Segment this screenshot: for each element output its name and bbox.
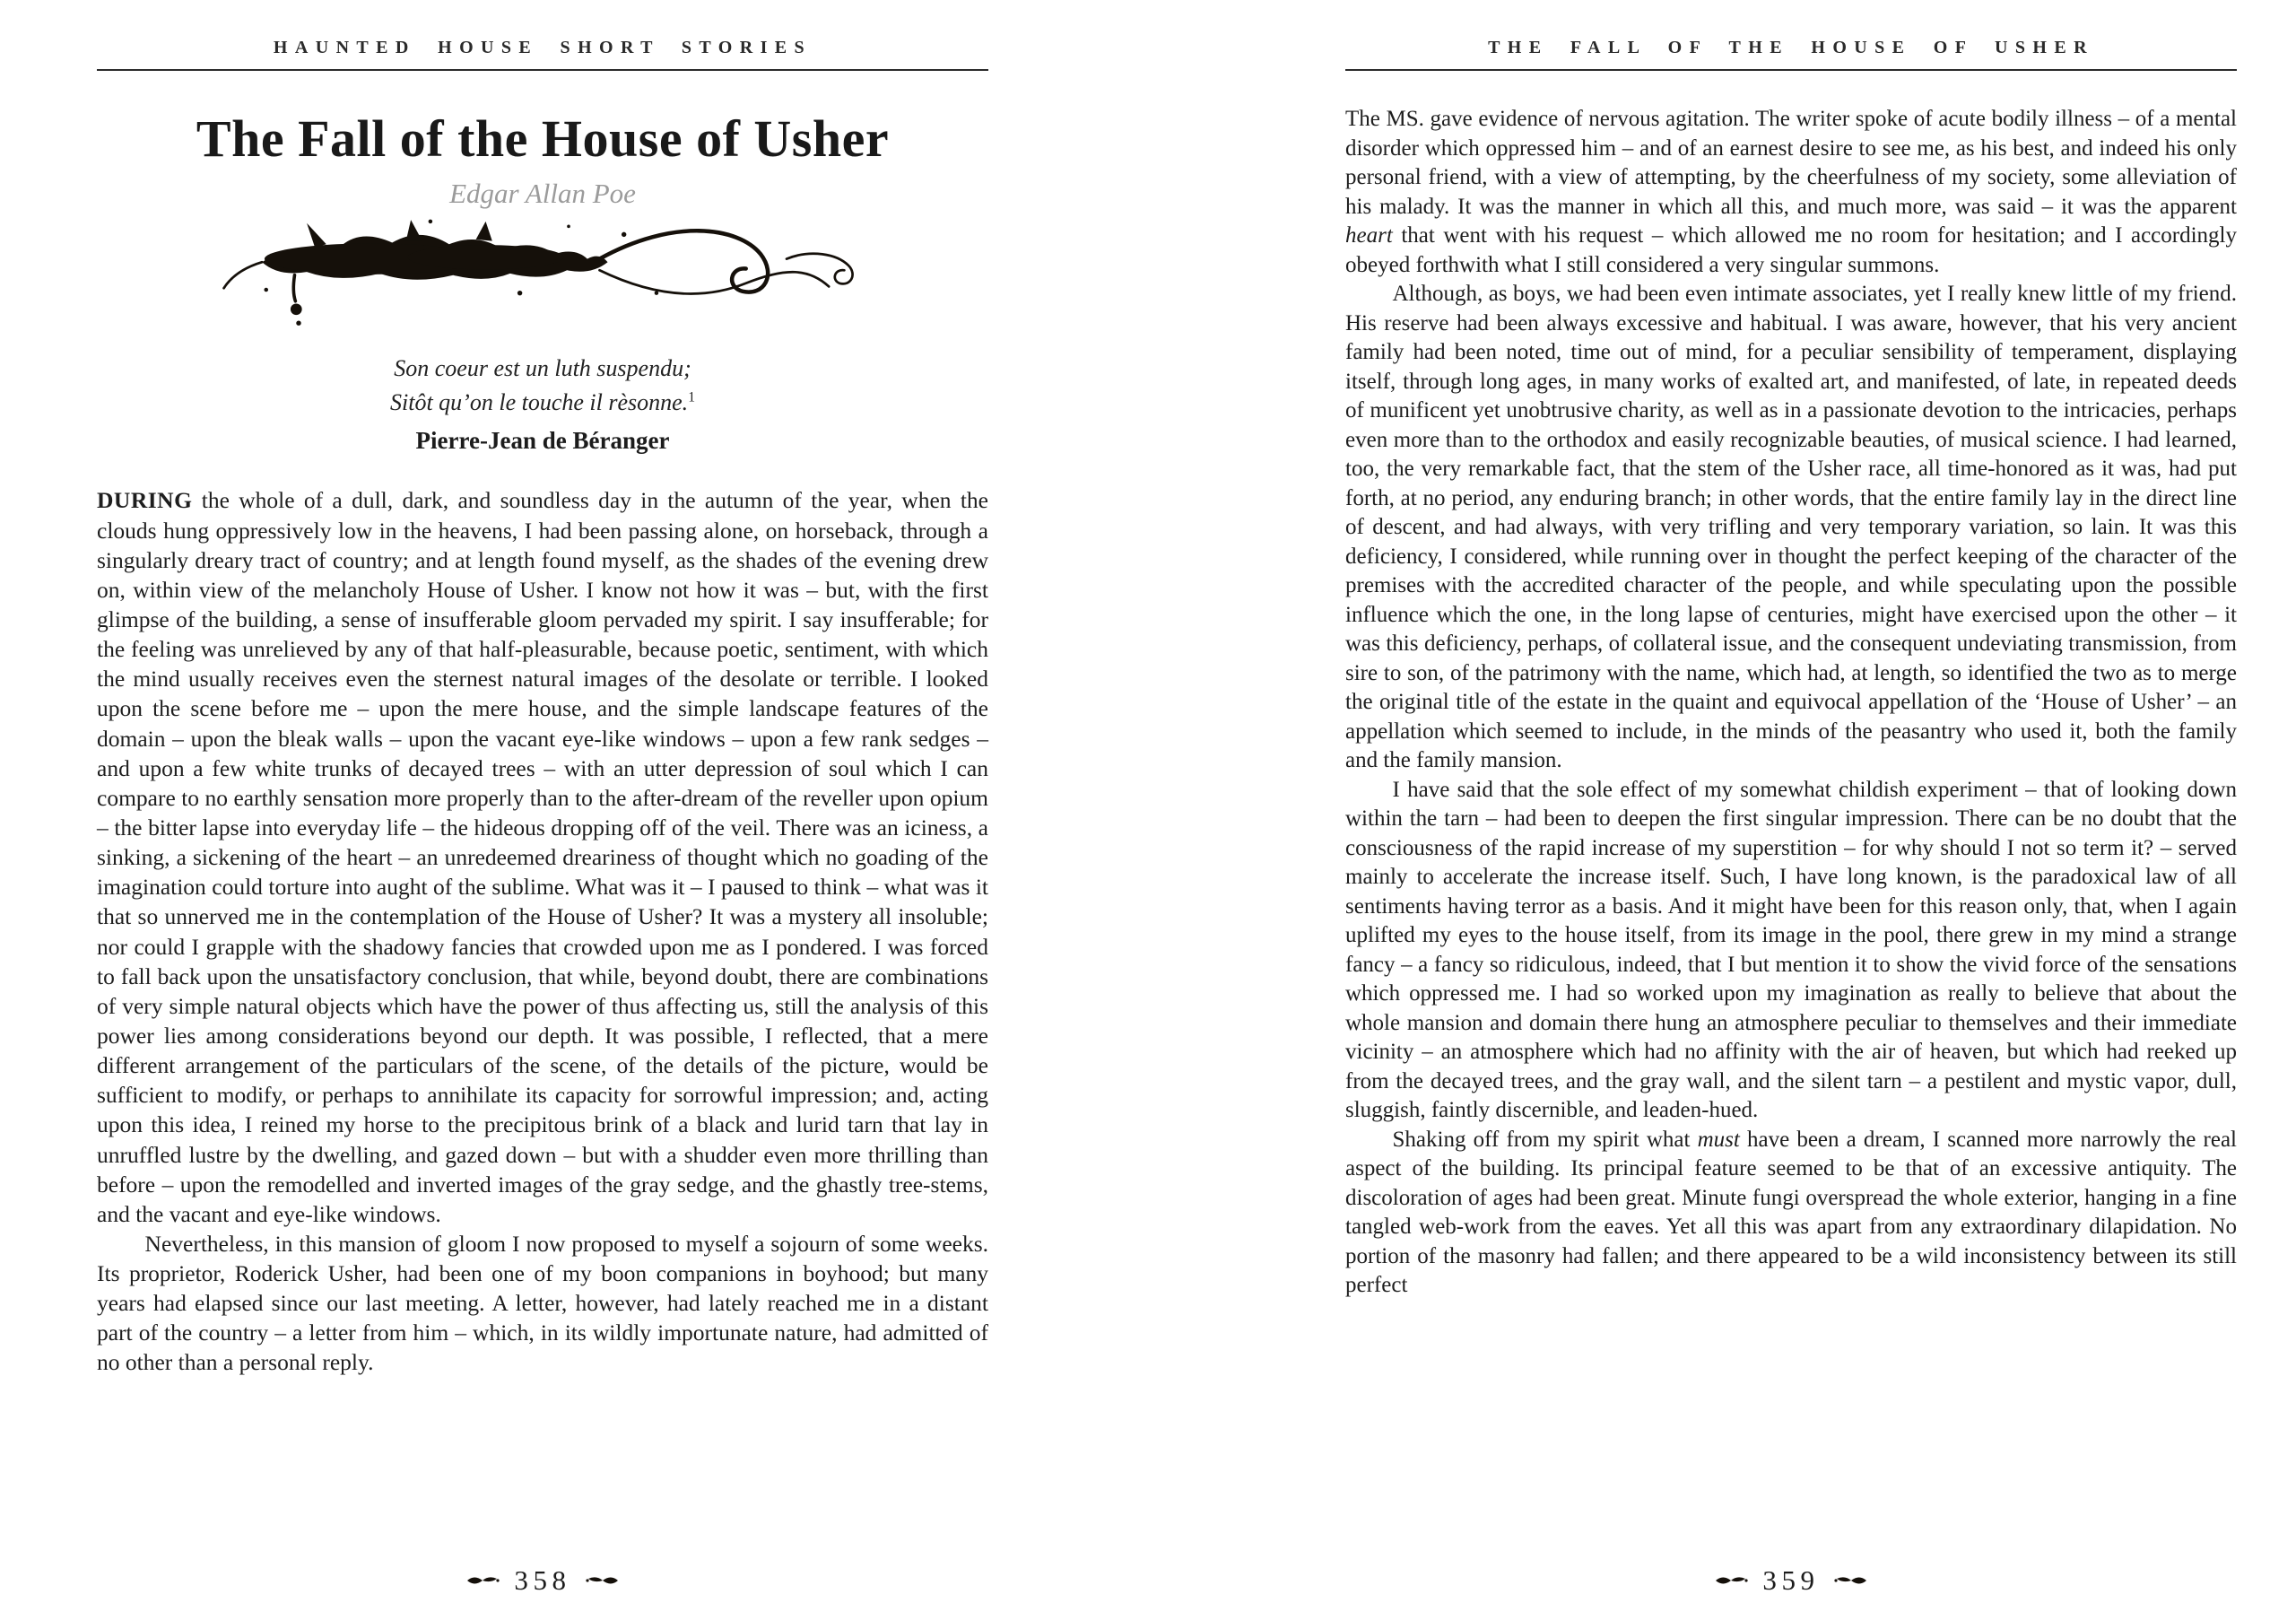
- running-head-right: THE FALL OF THE HOUSE OF USHER: [1488, 38, 2094, 57]
- page-ornament-icon: [465, 1572, 500, 1589]
- page-ornament-icon: [1834, 1572, 1868, 1589]
- author-name: Edgar Allan Poe: [449, 177, 636, 209]
- epigraph-attribution: Pierre-Jean de Béranger: [415, 427, 670, 455]
- head-rule: [1345, 69, 2237, 71]
- page-ornament-icon: [1714, 1572, 1748, 1589]
- page-footer: [1345, 1564, 2237, 1597]
- story-body-left: [97, 485, 988, 1377]
- epigraph: [97, 352, 988, 459]
- right-page: [1148, 0, 2296, 1620]
- page-ornament-icon: [586, 1572, 620, 1589]
- page-footer: [97, 1564, 988, 1597]
- footnote-marker: 1: [688, 388, 695, 405]
- page-number: 359: [1762, 1564, 1820, 1596]
- head-rule: [97, 69, 988, 71]
- paragraph: DURING the whole of a dull, dark, and soundless day in the autumn of the year, when the clouds hung oppressively low in the heavens, I had been passing alone, on horseback, through a singularly dreary tract of country; and at length found myself, as the shades of the evening drew on, within view of the melancholy House of Usher. I know not how it was – but, with the first glimpse of the building, a sense of insufferable gloom pervaded my spirit. I say insufferable; for the feeling was unrelieved by any of that half-pleasurable, because poetic, sentiment, with which the mind usually receives even the sternest natural images of the desolate or terrible. I looked upon the scene before me – upon the mere house, and the simple landscape features of the domain – upon the bleak walls – upon the vacant eye-like windows – upon a few rank sedges – and upon a few white trunks of decayed trees – with an utter depression of soul which I can compare to no earthly sensation more properly than to the after-dream of the reveller upon opium – the bitter lapse into everyday life – the hideous dropping off of the veil. There was an iciness, a sinking, a sickening of the heart – an unredeemed dreariness of thought which no goading of the imagination could torture into aught of the sublime. What was it – I paused to think – what was it that so unnerved me in the contemplation of the House of Usher? It was a mystery all insoluble; nor could I grapple with the shadowy fancies that crowded upon me as I pondered. I was forced to fall back upon the unsatisfactory conclusion, that while, beyond doubt, there are combinations of very simple natural objects which have the power of thus affecting us, still the analysis of this power lies among considerations beyond our depth. It was possible, I reflected, that a mere different arrangement of the particulars of the scene, of the details of the picture, would be sufficient to modify, or perhaps to annihilate its capacity for sorrowful impression; and, acting upon this idea, I reined my horse to the precipitous brink of a black and lurid tarn that lay in unruffled lustre by the dwelling, and gazed down – but with a shudder even more thrilling than before – upon the remodelled and inverted images of the gray sedge, and the ghastly tree-stems, and the vacant and eye-like windows.: [97, 487, 988, 1227]
- ink-flourish-ornament: [97, 212, 988, 334]
- paragraph: Although, as boys, we had been even intimate associates, yet I really knew little of my friend. His reserve had been always excessive and habitual. I was aware, however, that his very ancient family had been noted, time out of mind, for a peculiar sensibility of temperament, displaying itself, through long ages, in many works of exalted art, and manifested, of late, in repeated deeds of munificent yet unobtrusive charity, as well as in a passionate devotion to the intricacies, perhaps even more than to the orthodox and easily recognizable beauties, of musical science. I had learned, too, the very remarkable fact, that the stem of the Usher race, all time-honored as it was, had put forth, at no period, any enduring branch; in other words, that the entire family lay in the direct line of descent, and had always, with very trifling and very temporary variation, so lain. It was this deficiency, I considered, while running over in thought the perfect keeping of the character of the premises with the accredited character of the people, and while speculating upon the possible influence which the one, in the long lapse of centuries, might have exercised upon the other – it was this deficiency, perhaps, of collateral issue, and the consequent undeviating transmission, from sire to son, of the patrimony with the name, which had, at length, so identified the two as to merge the original title of the estate in the quaint and equivocal appellation of the ‘House of Usher’ – an appellation which seemed to include, in the minds of the peasantry who used it, both the family and the family mansion.: [1345, 282, 2237, 772]
- paragraph: Nevertheless, in this mansion of gloom I now proposed to myself a sojourn of some weeks. Its proprietor, Roderick Usher, had been one of my boon companions in boyhood; but many years had elapsed since our last meeting. A letter, however, had lately reached me in a distant part of the country – a letter from him – which, in its wildly importunate nature, had admitted of no other than a personal reply.: [97, 1230, 988, 1376]
- story-body-right: [1345, 105, 2237, 1301]
- running-head-left: HAUNTED HOUSE SHORT STORIES: [273, 38, 813, 57]
- epigraph-line: Son coeur est un luth suspendu;: [394, 354, 691, 381]
- paragraph: I have said that the sole effect of my somewhat childish experiment – that of looking down within the tarn – had been to deepen the first singular impression. There can be no doubt that the consciousness of the rapid increase of my superstition – for why should I not so term it? – served mainly to accelerate the increase itself. Such, I have long known, is the paradoxical law of all sentiments having terror as a basis. And it might have been for this reason only, that, when I again uplifted my eyes to the house itself, from its image in the pool, there grew in my mind a strange fancy – a fancy so ridiculous, indeed, that I but mention it to show the vivid force of the sensations which oppressed me. I had so worked upon my imagination as really to believe that about the whole mansion and domain there hung an atmosphere peculiar to themselves and their immediate vicinity – an atmosphere which had no affinity with the air of heaven, but which had reeked up from the decayed trees, and the gray wall, and the silent tarn – a pestilent and mystic vapor, dull, sluggish, faintly discernible, and leaden-hued.: [1345, 777, 2237, 1122]
- epigraph-line: Sitôt qu’on le touche il rèsonne.$^1$: [390, 388, 695, 415]
- page-number: 358: [514, 1564, 571, 1596]
- paragraph: The MS. gave evidence of nervous agitation. The writer spoke of acute bodily illness – of a mental disorder which oppressed him – and of an earnest desire to see me, as his best, and indeed his only personal friend, with a view of attempting, by the cheerfulness of my society, some alleviation of his malady. It was the manner in which all this, and much more, was said – it was the apparent heart that went with his request – which allowed me no room for hesitation; and I accordingly obeyed forthwith what I still considered a very singular summons.: [1345, 107, 2237, 277]
- story-title: The Fall of the House of Usher: [196, 109, 890, 168]
- paragraph: Shaking off from my spirit what must have been a dream, I scanned more narrowly the real aspect of the building. Its principal feature seemed to be that of an excessive antiquity. The discoloration of ages had been great. Minute fungi overspread the whole exterior, hanging in a fine tangled web-work from the eaves. Yet all this was apart from any extraordinary dilapidation. No portion of the masonry had fallen; and there appeared to be a wild inconsistency between its still perfect: [1345, 1127, 2237, 1297]
